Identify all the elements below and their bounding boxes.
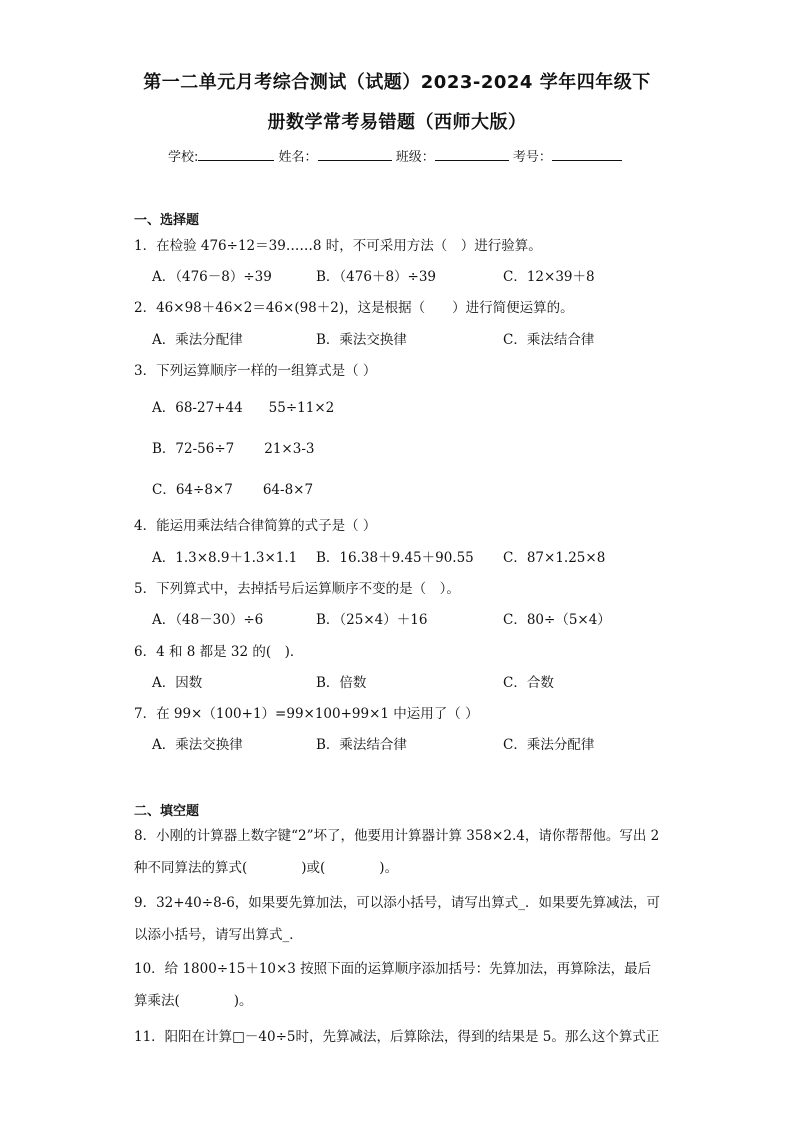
class-blank[interactable] — [435, 148, 509, 161]
option-a[interactable]: A．因数 — [152, 675, 203, 691]
fill-question: 10．给 1800÷15＋10×3 按照下面的运算顺序添加括号：先算加法，再算除法，最后算乘法( )。 — [134, 961, 652, 1009]
option-b[interactable]: B．16.38＋9.45＋90.55 — [316, 550, 474, 566]
option-a[interactable]: A．（48－30）÷6 — [152, 612, 264, 628]
option-expression: 55÷11×2 — [268, 400, 335, 416]
option-a[interactable]: A．乘法交换律 — [152, 737, 243, 753]
option-letter: B． — [152, 441, 176, 457]
option-c[interactable]: C．乘法结合律 — [503, 332, 595, 348]
fill-question: 8．小刚的计算器上数字键“2”坏了，他要用计算器计算 358×2.4，请你帮帮他。写出 2 种不同算法的算式( )或( )。 — [134, 828, 660, 876]
option-expression: 68-27+44 — [175, 400, 243, 416]
page-title-line-1: 第一二单元月考综合测试（试题）2023-2024 学年四年级下 — [143, 72, 651, 93]
name-blank[interactable] — [318, 148, 392, 161]
option-a[interactable]: A．1.3×8.9＋1.3×1.1 — [152, 550, 298, 566]
option-expression: 64-8×7 — [262, 482, 314, 498]
option-expression: 21×3-3 — [264, 441, 315, 457]
option-a[interactable]: A．乘法分配律 — [152, 332, 243, 348]
option-a[interactable] — [152, 396, 334, 416]
question-stem: 7．在 99×（100+1）=99×100+99×1 中运用了（ ） — [134, 706, 479, 722]
question-stem: 1．在检验 476÷12＝39……8 时，不可采用方法（ ）进行验算。 — [134, 238, 542, 254]
school-blank[interactable] — [198, 148, 274, 161]
question-stem: 5．下列算式中，去掉括号后运算顺序不变的是（ ）。 — [134, 581, 460, 597]
section-heading-fill: 二、填空题 — [134, 804, 200, 819]
option-b[interactable]: B．（25×4）＋16 — [316, 612, 428, 628]
option-letter: A． — [152, 400, 176, 416]
option-a[interactable]: A．（476－8）÷39 — [152, 269, 272, 285]
school-label: 学校: — [168, 150, 199, 165]
option-c[interactable] — [152, 478, 313, 498]
class-label: 班级： — [395, 150, 435, 165]
question-stem: 4．能运用乘法结合律简算的式子是（ ） — [134, 518, 377, 534]
name-label: 姓名： — [278, 150, 318, 165]
option-b[interactable]: B．（476＋8）÷39 — [316, 269, 437, 285]
option-b[interactable]: B．乘法结合律 — [316, 737, 407, 753]
option-b[interactable]: B．乘法交换律 — [316, 332, 407, 348]
option-c[interactable]: C．乘法分配律 — [503, 737, 595, 753]
question-stem: 3．下列运算顺序一样的一组算式是（ ） — [134, 363, 377, 379]
question-stem: 2．46×98＋46×2＝46×(98＋2)，这是根据（ ）进行简便运算的。 — [134, 300, 574, 316]
option-c[interactable]: C．80÷（5×4） — [503, 612, 611, 628]
section-heading-choice: 一、选择题 — [134, 213, 200, 228]
student-info-row — [168, 146, 622, 165]
page-title-line-2: 册数学常考易错题（西师大版） — [267, 112, 527, 133]
number-blank[interactable] — [552, 148, 622, 161]
option-expression: 64÷8×7 — [175, 482, 233, 498]
fill-question: 11．阳阳在计算□－40÷5时，先算减法，后算除法，得到的结果是 5。那么这个算式正 — [134, 1029, 660, 1045]
option-c[interactable]: C．87×1.25×8 — [503, 550, 606, 566]
option-b[interactable]: B．倍数 — [316, 675, 367, 691]
option-c[interactable]: C．合数 — [503, 675, 554, 691]
option-c[interactable]: C．12×39＋8 — [503, 269, 595, 285]
option-letter: C． — [152, 482, 176, 498]
option-b[interactable] — [152, 437, 314, 457]
fill-question: 9．32+40÷8-6，如果要先算加法，可以添小括号，请写出算式_．如果要先算减法，可以添小括号，请写出算式_． — [134, 895, 661, 943]
option-expression: 72-56÷7 — [175, 441, 235, 457]
question-stem: 6．4 和 8 都是 32 的( )． — [134, 644, 304, 660]
number-label: 考号： — [512, 150, 552, 165]
